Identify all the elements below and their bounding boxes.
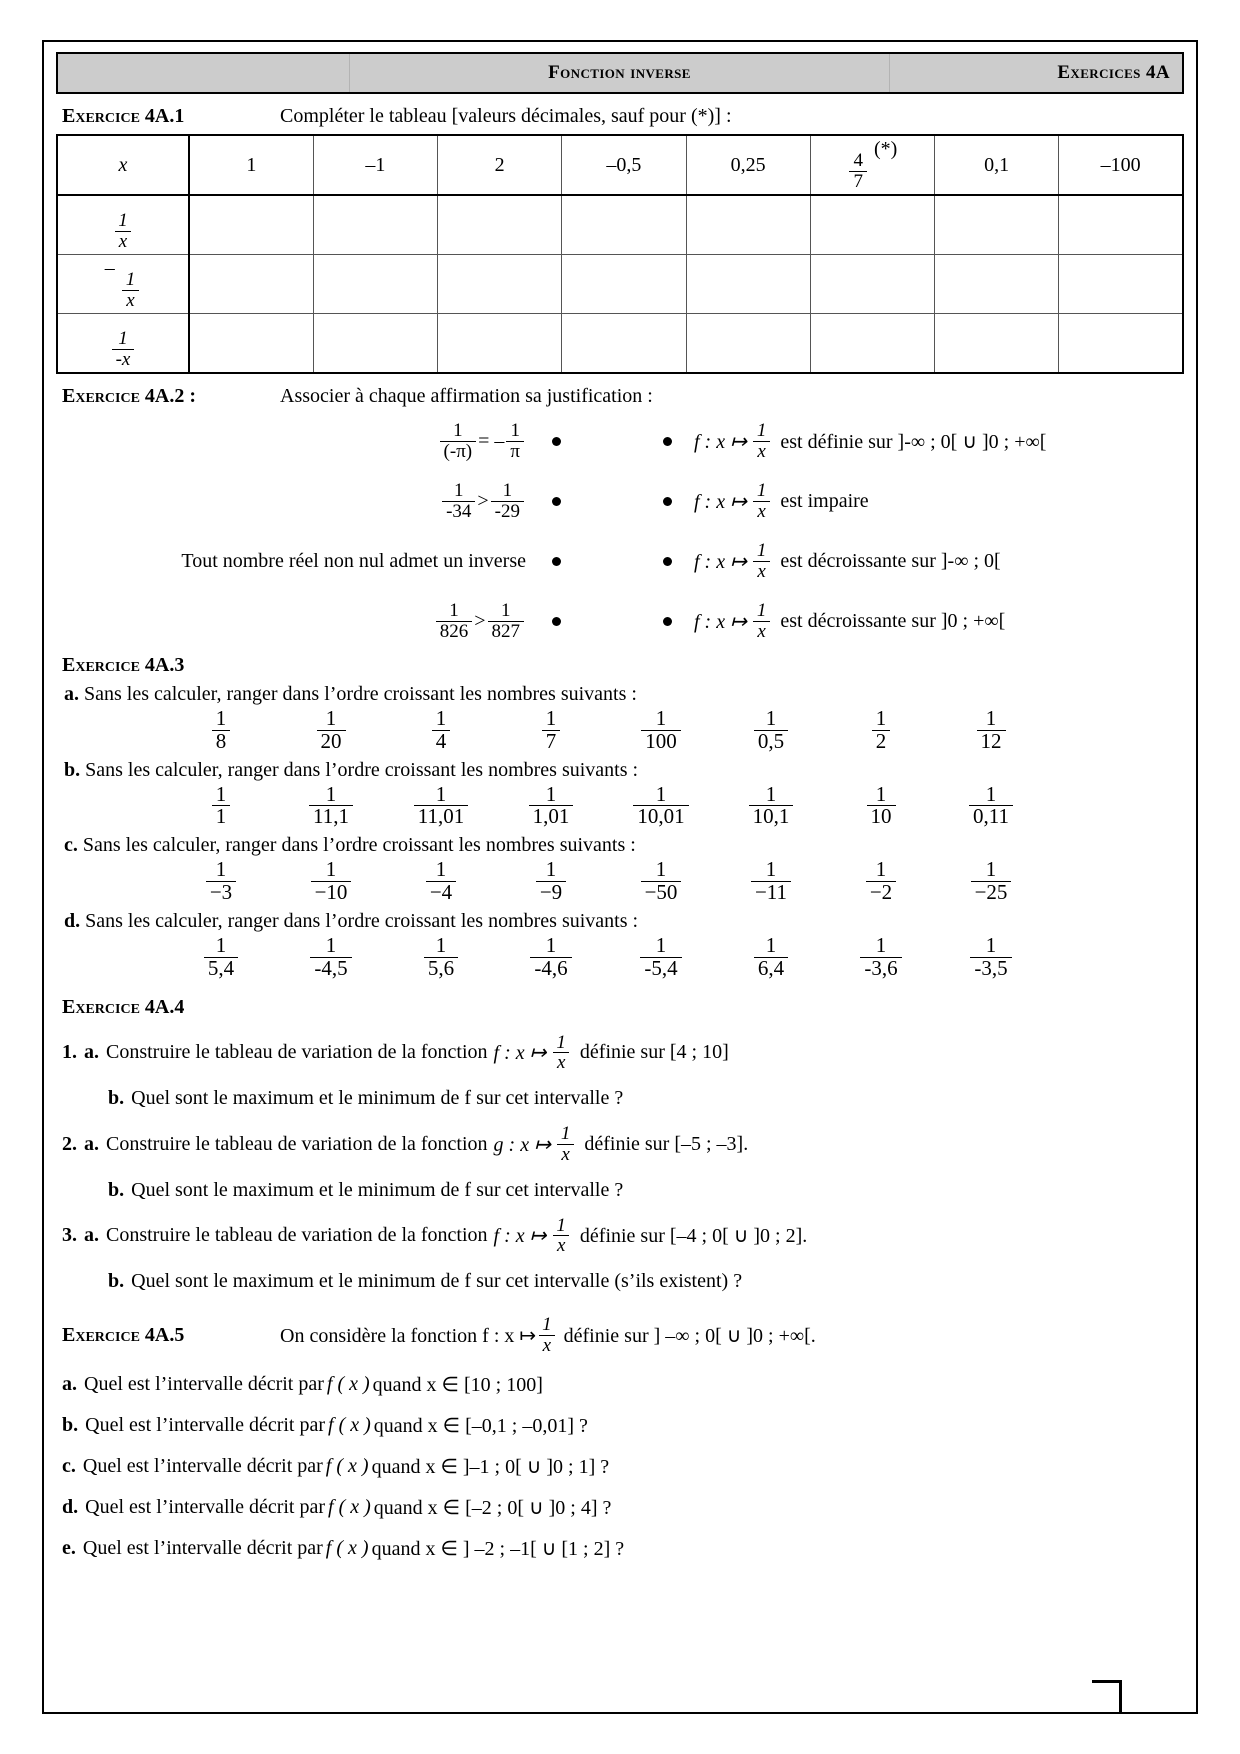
matching-row (56, 534, 1184, 588)
exercise-4a2-heading: Exercice 4A.2 : (62, 385, 197, 407)
exercise-4a3-header (62, 654, 1184, 677)
table-row (57, 255, 1183, 314)
item-text: Sans les calculer, ranger dans l’ordre croissant les nombres suivants : (84, 683, 637, 705)
fraction-1-x: $\frac{1}{x}$ (753, 421, 771, 462)
fraction-suffix: (*) (873, 138, 898, 161)
function-notation: f ( x ) (328, 1413, 371, 1436)
header-exercise-label: Exercices 4A (1057, 62, 1170, 83)
exercise-4a5-question (62, 1495, 1184, 1520)
table-row (57, 314, 1183, 374)
fraction: $\frac{1}{7}$ (542, 708, 561, 753)
question-text: Quel sont le maximum et le minimum de f sur cet intervalle ? (131, 1178, 624, 1201)
table-cell-empty[interactable] (810, 255, 934, 314)
function-notation: f ( x ) (325, 1536, 369, 1559)
item-label: c. (64, 834, 78, 857)
fraction-1-over-minus-pi: $\frac{1}{(-\pi)}$ (440, 421, 477, 462)
table-header-cell: 2 (438, 135, 562, 195)
fraction: $\frac{1}{-25}$ (971, 859, 1012, 904)
corner-mark (1092, 1680, 1122, 1714)
matching-right-dot[interactable] (612, 557, 694, 566)
question-number: 2. (62, 1132, 77, 1155)
fraction-1-x: $\frac{1}{x}$ (552, 1216, 570, 1257)
fraction-item (386, 932, 496, 980)
fraction-item (276, 708, 386, 753)
table-cell-empty[interactable] (810, 195, 934, 255)
fraction-item (936, 781, 1046, 829)
fraction-item (606, 708, 716, 753)
exercise-4a3-item (56, 910, 1184, 980)
exercise-4a4-question (108, 1179, 1184, 1202)
matching-left-item (56, 601, 530, 642)
fraction: $\frac{1}{-3}$ (206, 859, 236, 904)
fraction: $\frac{1}{-3,6}$ (860, 935, 901, 980)
fraction: $\frac{1}{2}$ (872, 708, 891, 753)
justification-text: est décroissante sur ]-∞ ; 0[ (780, 549, 1001, 572)
minus-sign: – (104, 257, 115, 280)
question-condition: quand x ∈ [–0,1 ; –0,01] ? (373, 1414, 588, 1437)
exercise-4a3-item (56, 759, 1184, 829)
table-cell-empty[interactable] (438, 195, 562, 255)
question-suffix: définie sur [–5 ; –3]. (584, 1132, 749, 1155)
bullet-dot-icon (552, 437, 561, 446)
fraction: $\frac{1}{10}$ (867, 784, 896, 829)
exercise-4a5-question (62, 1372, 1184, 1397)
fraction: $\frac{1}{-4,5}$ (310, 935, 351, 980)
fraction-item (276, 781, 386, 829)
fraction-item (166, 859, 276, 904)
fraction-item (496, 781, 606, 829)
fraction-list (56, 781, 1184, 829)
exercise-4a5-question (62, 1454, 1184, 1479)
exercise-4a4-question (62, 1124, 1184, 1165)
fraction-1-x: $\frac{1}{x}$ (538, 1315, 556, 1356)
table-cell-empty[interactable] (686, 314, 810, 374)
item-prompt (64, 683, 1184, 706)
header-right-cell (890, 54, 1182, 92)
table-cell-empty[interactable] (438, 255, 562, 314)
header-title: Fonction inverse (548, 62, 691, 83)
fraction-item (166, 932, 276, 980)
fraction-item (276, 932, 386, 980)
fraction-item (936, 859, 1046, 904)
fraction: $\frac{1}{10,01}$ (633, 784, 688, 829)
fraction-4-7: $\frac{4}{7}$ (849, 151, 867, 192)
table-row (57, 195, 1183, 255)
fraction: $\frac{1}{4}$ (432, 708, 451, 753)
matching-left-item (56, 421, 530, 462)
matching-left-dot[interactable] (530, 497, 612, 506)
fraction-item (606, 859, 716, 904)
table-cell-empty[interactable] (935, 255, 1059, 314)
table-header-cell: 0,1 (935, 135, 1059, 195)
justification-text: est décroissante sur ]0 ; +∞[ (780, 609, 1006, 632)
exercise-4a1-table (56, 134, 1184, 374)
fraction-1-over-minus34: $\frac{1}{-34}$ (442, 481, 475, 522)
exercise-4a3-heading: Exercice 4A.3 (62, 654, 185, 676)
matching-left-dot[interactable] (530, 437, 612, 446)
exercise-4a4-header (62, 996, 1184, 1019)
fraction-1-x: $\frac{1}{x}$ (122, 270, 140, 311)
corner-vertical-line (1119, 1680, 1122, 1714)
fraction-item (386, 859, 496, 904)
function-notation: f ( x ) (328, 1495, 371, 1518)
fraction: $\frac{1}{12}$ (977, 708, 1006, 753)
table-cell-empty[interactable] (438, 314, 562, 374)
fraction-1-over-826: $\frac{1}{826}$ (436, 601, 473, 642)
question-condition: quand x ∈ [–2 ; 0[ ∪ ]0 ; 4] ? (373, 1496, 612, 1519)
table-cell-empty[interactable] (313, 255, 437, 314)
function-map-label: f : x ↦ (694, 550, 747, 573)
item-prompt (64, 759, 1184, 782)
fraction-item (166, 708, 276, 753)
question-text: Quel est l’intervalle décrit par (82, 1536, 323, 1559)
corner-horizontal-line (1092, 1680, 1122, 1683)
exercise-4a4-question (108, 1270, 1184, 1293)
fraction-item (716, 708, 826, 753)
function-map-label: f : x ↦ (694, 430, 747, 453)
operator: = – (478, 429, 505, 452)
exercise-4a5-question (62, 1413, 1184, 1438)
fraction-item (716, 932, 826, 980)
table-cell-empty[interactable] (686, 255, 810, 314)
operator: > (477, 489, 489, 512)
page-header-banner (56, 52, 1184, 94)
matching-right-item (694, 421, 1184, 462)
function-map-label: f : x ↦ (694, 490, 747, 513)
fraction-list (56, 859, 1184, 904)
exercise-4a4-question (62, 1216, 1184, 1257)
matching-row (56, 414, 1184, 468)
fraction: $\frac{1}{6,4}$ (754, 935, 788, 980)
function-notation: f ( x ) (326, 1372, 370, 1395)
question-letter: a. (62, 1372, 77, 1395)
function-map-label: f : x ↦ (694, 610, 747, 633)
fraction-item (276, 859, 386, 904)
exercise-4a5-header (62, 1315, 1184, 1356)
fraction: $\frac{1}{-50}$ (641, 859, 682, 904)
fraction: $\frac{1}{11,01}$ (414, 784, 468, 829)
table-cell-empty[interactable] (562, 255, 686, 314)
table-cell-empty[interactable] (313, 314, 437, 374)
question-suffix: définie sur [–4 ; 0[ ∪ ]0 ; 2]. (579, 1225, 808, 1248)
exercise-4a5-heading: Exercice 4A.5 (62, 1323, 185, 1346)
matching-right-item (694, 541, 1184, 582)
fraction-item (496, 932, 606, 980)
fraction: $\frac{1}{11,1}$ (309, 784, 353, 829)
fraction-item (606, 781, 716, 829)
question-text: Quel est l’intervalle décrit par (82, 1454, 323, 1477)
question-number: 3. (62, 1224, 77, 1247)
table-cell-empty[interactable] (810, 314, 934, 374)
exercise-4a1-prompt: Compléter le tableau [valeurs décimales, sauf pour (*)] : (280, 105, 732, 127)
fraction-1-x: $\frac{1}{x}$ (557, 1124, 575, 1165)
function-map-label: g : x ↦ (493, 1133, 551, 1156)
bullet-dot-icon (663, 497, 672, 506)
justification-text: est impaire (780, 489, 869, 512)
question-text: Quel est l’intervalle décrit par (85, 1495, 326, 1518)
bullet-dot-icon (552, 557, 561, 566)
fraction-1-over-minus29: $\frac{1}{-29}$ (491, 481, 524, 522)
matching-left-item (56, 481, 530, 522)
table-cell-empty[interactable] (562, 195, 686, 255)
exercise-4a5-prompt: On considère la fonction f : x ↦ (280, 1324, 537, 1347)
fraction: $\frac{1}{20}$ (317, 708, 346, 753)
table-cell-empty[interactable] (686, 195, 810, 255)
item-prompt (64, 910, 1184, 933)
x-label: x (118, 153, 128, 176)
row-label-1-over-x (57, 195, 189, 255)
matching-right-item (694, 481, 1184, 522)
matching-left-dot[interactable] (530, 617, 612, 626)
fraction-item (826, 932, 936, 980)
header-center-cell (350, 54, 890, 92)
table-cell-empty[interactable] (1059, 255, 1183, 314)
bullet-dot-icon (663, 557, 672, 566)
justification-text: est définie sur ]-∞ ; 0[ ∪ ]0 ; +∞[ (780, 430, 1047, 453)
fraction-item (166, 781, 276, 829)
fraction-list (56, 932, 1184, 980)
fraction: $\frac{1}{1}$ (212, 784, 231, 829)
bullet-dot-icon (663, 617, 672, 626)
question-letter: b. (62, 1413, 79, 1436)
exercise-4a1-header (62, 105, 1184, 128)
matching-right-dot[interactable] (612, 617, 694, 626)
table-cell-empty[interactable] (935, 314, 1059, 374)
fraction-1-x: $\frac{1}{x}$ (753, 601, 771, 642)
fraction-item (936, 708, 1046, 753)
table-cell-empty[interactable] (189, 195, 313, 255)
header-left-cell (58, 54, 350, 92)
exercise-4a5-question (62, 1536, 1184, 1561)
function-map-label: f : x ↦ (493, 1042, 547, 1065)
table-cell-x-label (57, 135, 189, 195)
fraction-1-over-pi: $\frac{1}{\pi}$ (506, 421, 524, 462)
matching-right-dot[interactable] (612, 497, 694, 506)
matching-row (56, 474, 1184, 528)
fraction-1-x: $\frac{1}{x}$ (753, 481, 771, 522)
exercise-4a3-item (56, 834, 1184, 904)
fraction: $\frac{1}{10,1}$ (749, 784, 794, 829)
fraction: $\frac{1}{0,5}$ (754, 708, 788, 753)
table-cell-empty[interactable] (313, 195, 437, 255)
question-text: Quel est l’intervalle décrit par (85, 1413, 326, 1436)
fraction-item (826, 859, 936, 904)
question-text: Construire le tableau de variation de la fonction (106, 1132, 488, 1155)
fraction-1-minus-x: $\frac{1}{-x}$ (112, 329, 135, 370)
fraction: $\frac{1}{-2}$ (866, 859, 896, 904)
exercise-4a1-heading: Exercice 4A.1 (62, 105, 185, 127)
matching-row (56, 594, 1184, 648)
exercise-4a4-question (62, 1033, 1184, 1074)
item-text: Sans les calculer, ranger dans l’ordre croissant les nombres suivants : (82, 834, 636, 857)
question-letter: b. (108, 1087, 125, 1110)
item-label: d. (64, 909, 81, 932)
question-text: Construire le tableau de variation de la fonction (106, 1041, 488, 1064)
matching-exercise (56, 414, 1184, 648)
fraction-item (386, 781, 496, 829)
statement-text: Tout nombre réel non nul admet un inverse (181, 549, 526, 572)
fraction-1-over-827: $\frac{1}{827}$ (488, 601, 525, 642)
question-text: Construire le tableau de variation de la fonction (106, 1224, 488, 1247)
row-label-minus-1-over-x (57, 255, 189, 314)
fraction-1-x: $\frac{1}{x}$ (114, 211, 132, 252)
fraction-item (826, 781, 936, 829)
item-text: Sans les calculer, ranger dans l’ordre croissant les nombres suivants : (85, 758, 639, 781)
fraction: $\frac{1}{-4,6}$ (530, 935, 571, 980)
row-label-1-over-minus-x (57, 314, 189, 374)
question-letter: c. (62, 1454, 76, 1477)
function-map-label: f : x ↦ (493, 1225, 547, 1248)
table-header-cell: –100 (1059, 135, 1183, 195)
item-text: Sans les calculer, ranger dans l’ordre croissant les nombres suivants : (85, 909, 639, 932)
bullet-dot-icon (552, 617, 561, 626)
table-header-cell: –0,5 (562, 135, 686, 195)
fraction: $\frac{1}{-3,5}$ (970, 935, 1011, 980)
question-letter: b. (108, 1178, 125, 1201)
table-cell-empty[interactable] (1059, 195, 1183, 255)
table-header-row (57, 135, 1183, 195)
fraction-item (606, 932, 716, 980)
page-frame (42, 40, 1198, 1714)
fraction: $\frac{1}{-10}$ (311, 859, 352, 904)
question-condition: quand x ∈ [10 ; 100] (372, 1373, 543, 1396)
operator: > (474, 609, 486, 632)
matching-right-item (694, 601, 1184, 642)
fraction: $\frac{1}{0,11}$ (969, 784, 1013, 829)
fraction-item (716, 859, 826, 904)
fraction-item (386, 708, 496, 753)
exercise-4a4-heading: Exercice 4A.4 (62, 995, 185, 1018)
fraction-item (716, 781, 826, 829)
exercise-4a2-prompt: Associer à chaque affirmation sa justification : (280, 385, 653, 407)
item-label: a. (64, 683, 79, 705)
fraction: $\frac{1}{-9}$ (536, 859, 566, 904)
item-prompt (64, 834, 1184, 857)
fraction: $\frac{1}{1,01}$ (529, 784, 574, 829)
question-letter: d. (62, 1495, 79, 1518)
fraction-list (56, 708, 1184, 753)
table-cell-empty[interactable] (189, 314, 313, 374)
fraction: $\frac{1}{-4}$ (426, 859, 456, 904)
question-text: Quel est l’intervalle décrit par (84, 1372, 324, 1395)
question-suffix: définie sur [4 ; 10] (579, 1041, 729, 1064)
table-header-cell: 1 (189, 135, 313, 195)
table-cell-empty[interactable] (189, 255, 313, 314)
question-text: Quel sont le maximum et le minimum de f sur cet intervalle ? (131, 1087, 624, 1110)
exercise-4a4-question (108, 1087, 1184, 1110)
fraction: $\frac{1}{5,4}$ (204, 935, 238, 980)
exercise-4a5-prompt-suffix: définie sur ] –∞ ; 0[ ∪ ]0 ; +∞[. (563, 1324, 816, 1347)
item-label: b. (64, 758, 81, 781)
fraction-item (496, 859, 606, 904)
question-letter: a. (84, 1224, 99, 1247)
table-cell-empty[interactable] (1059, 314, 1183, 374)
fraction-item (936, 932, 1046, 980)
question-number: 1. (62, 1041, 77, 1064)
fraction-item (496, 708, 606, 753)
table-header-cell: –1 (313, 135, 437, 195)
fraction: $\frac{1}{100}$ (641, 708, 681, 753)
fraction: $\frac{1}{-11}$ (751, 859, 791, 904)
table-header-cell: 0,25 (686, 135, 810, 195)
table-cell-empty[interactable] (562, 314, 686, 374)
fraction: $\frac{1}{5,6}$ (424, 935, 458, 980)
matching-left-dot[interactable] (530, 557, 612, 566)
exercise-4a3-item (56, 683, 1184, 753)
matching-right-dot[interactable] (612, 437, 694, 446)
bullet-dot-icon (663, 437, 672, 446)
fraction-1-x: $\frac{1}{x}$ (753, 541, 771, 582)
question-condition: quand x ∈ ]–1 ; 0[ ∪ ]0 ; 1] ? (371, 1455, 610, 1478)
question-condition: quand x ∈ ] –2 ; –1[ ∪ [1 ; 2] ? (371, 1537, 625, 1560)
question-letter: a. (84, 1132, 99, 1155)
fraction-item (826, 708, 936, 753)
exercise-4a2-header (62, 385, 1184, 408)
fraction: $\frac{1}{-5,4}$ (640, 935, 681, 980)
question-letter: b. (108, 1270, 125, 1293)
fraction: $\frac{1}{8}$ (212, 708, 231, 753)
table-header-cell-fraction (810, 135, 934, 195)
fraction-1-x: $\frac{1}{x}$ (552, 1033, 570, 1074)
table-cell-empty[interactable] (935, 195, 1059, 255)
bullet-dot-icon (552, 497, 561, 506)
question-text: Quel sont le maximum et le minimum de f sur cet intervalle (s’ils existent) ? (131, 1270, 743, 1293)
question-letter: e. (62, 1536, 76, 1559)
matching-left-item (56, 550, 530, 573)
question-letter: a. (84, 1041, 99, 1064)
function-notation: f ( x ) (325, 1454, 369, 1477)
